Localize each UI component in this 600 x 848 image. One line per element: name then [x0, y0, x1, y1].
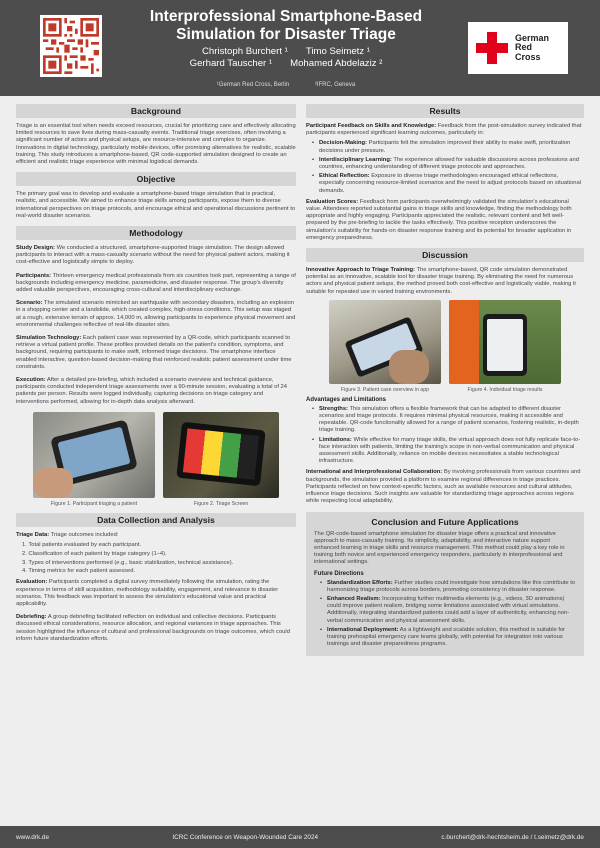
list-item: 1. Total patients evaluated by each participant.	[22, 542, 142, 549]
methodology-paragraph	[16, 377, 296, 406]
paragraph-label: Scenario:	[16, 300, 43, 307]
section-heading-data-collection: Data Collection and Analysis	[16, 513, 296, 527]
paragraph-label: Study Design:	[16, 245, 55, 252]
bullet-label: Limitations:	[319, 436, 352, 443]
affiliations	[110, 82, 462, 88]
paragraph-label: Debriefing:	[16, 614, 47, 621]
bullet-label: International Deployment:	[327, 626, 399, 633]
poster-footer	[0, 826, 600, 848]
author-name: Mohamed Abdelaziz ²	[290, 58, 383, 69]
paragraph-text: Each patient case was represented by a QR-code, which participants scanned to retrieve a virtual patient profile. These profiles provided details on the patient's condition, symptoms, and background, requiring participants to make swift, informed triage decisions. The smartphone interface enabled interactive, question-based decision-making that reinforced realistic patient assessment under time constraints.	[16, 335, 292, 370]
affiliation: ¹German Red Cross, Berlin	[216, 82, 290, 88]
triage-data-intro	[16, 532, 296, 539]
section-heading-conclusion: Conclusion and Future Applications	[371, 516, 519, 527]
footer-conference: ICRC Conference on Weapon-Wounded Care 2024	[172, 833, 319, 841]
list-item	[312, 173, 584, 195]
photo-participant-triaging	[33, 412, 155, 498]
triage-data-list	[22, 542, 296, 575]
list-item: 3. Types of interventions performed (e.g., basic stabilization, technical assistance).	[22, 559, 234, 566]
future-directions-bullets	[320, 580, 576, 649]
author-name: Gerhard Tauscher ¹	[189, 58, 273, 69]
author-name: Christoph Burchert ¹	[202, 46, 288, 57]
title-line-1: Interprofessional Smartphone-Based	[149, 8, 423, 25]
bullet-text: While effective for many triage skills, the virtual approach does not fully replicate face-to-face interaction with patients, limiting the training's scope in non-verbal communication and physical assessment skills. Additionally, reliance on mobile devices necessitates a stable technological infrastructure.	[319, 436, 581, 465]
figure-caption: Figure 2. Triage Screen	[193, 500, 249, 507]
paragraph-text: Participants completed a digital survey immediately following the simulation, rating the experience in terms of skill acquisition, methodology suitability, engagement, and relevance to disaster scenarios. This feedback was important to assess the simulation's educational value and practical applicability.	[16, 579, 279, 608]
paragraph-label: Participants:	[16, 272, 52, 279]
section-heading-discussion: Discussion	[306, 248, 584, 262]
list-item	[320, 580, 576, 594]
section-heading-background: Background	[16, 104, 296, 118]
authors	[110, 46, 462, 70]
logo-word: German	[515, 32, 550, 43]
logo-word: Cross	[515, 51, 541, 62]
bullet-text: Exposure to diverse triage methodologies encouraged ethical reflections, especially concerning resource-limited scenarios and the need to adjust protocols based on situational demands.	[319, 173, 581, 194]
red-cross-logo[interactable]	[468, 22, 568, 74]
affiliation: ²IFRC, Geneva	[314, 82, 356, 88]
innovative-approach-paragraph	[306, 267, 584, 296]
list-item	[312, 140, 584, 154]
paragraph-label: Simulation Technology:	[16, 335, 82, 342]
poster-title	[110, 8, 462, 44]
paragraph-label: Evaluation Scores:	[306, 198, 359, 205]
list-item	[312, 157, 584, 171]
paragraph-text: We conducted a structured, smartphone-supported triage simulation. The design allowed participants to interact with a mass-casualty scenario without the need for physical patient actors, making it cost-effective and logistically simple to deploy.	[16, 245, 290, 266]
photo-individual-triage-results	[449, 300, 561, 384]
conclusion-text: The QR-code-based smartphone simulation for disaster triage offers a practical and innovative approach to mass-casualty training. Its simplicity, adaptability, and interactive nature support enhanced learning in triage skills and resource management. This method could play a key role in training both novice and experienced emergency responders, particularly in interprofessional and international settings.	[314, 530, 565, 566]
list-item: 2. Classification of each patient by triage category (1–4).	[22, 550, 167, 557]
bullet-text: Further studies could investigate how simulations like this contribute to harmonizing triage protocols across borders, promoting consistency in disaster response.	[327, 579, 576, 593]
bullet-text: Participants felt the simulation improved their ability to make swift, prioritization decisions under pressure.	[319, 140, 571, 154]
debriefing-paragraph	[16, 614, 296, 643]
qr-code-image	[43, 18, 99, 74]
red-cross-icon	[476, 32, 508, 64]
results-bullets	[312, 140, 584, 194]
list-item	[312, 437, 584, 466]
paragraph-text: Feedback from participants overwhelmingly validated the simulation's educational value. Attendees reported substantial gains in triage skills and knowledge, finding the methodology both appropriate and highly engaging. Participants appreciated the realistic, relevant content and felt well-prepared by the pre-briefing to tackle the tasks effectively. This positive reception underscores the simulation's suitability for hands-on disaster response training and its potential for broader application in emergency preparedness.	[306, 198, 572, 241]
paragraph-label: Participant Feedback on Skills and Knowledge:	[306, 123, 437, 129]
list-item	[320, 596, 576, 625]
photo-triage-screen	[163, 412, 279, 498]
figure-2	[163, 412, 279, 507]
paragraph-label: International and Interprofessional Collaboration:	[306, 469, 443, 476]
figure-1	[33, 412, 155, 507]
feedback-paragraph	[306, 123, 584, 137]
international-collaboration-paragraph	[306, 469, 584, 505]
paragraph-text: The smartphone-based, QR code simulation demonstrated potential as an innovative, scalable tool for disaster triage training. By eliminating the need for numerous actors and physical patient setups, the method proved both cost-effective and logistically viable, making it suitable for repeated use in varied training environments.	[306, 267, 576, 295]
methodology-paragraph	[16, 300, 296, 329]
background-text: Triage is an essential tool when needs exceed resources, crucial for prioritizing care and effectively allocating limited resources to save lives during mass-casualty events. Traditional triage exercises, often involving a significant number of actors and physical setups, are resource-intensive and complex to organize. Innovations in digital technology, particularly mobile devices, offer promising alternatives for realistic, scalable training. This study introduces a smartphone-based, QR code-supported simulation designed to create an efficient and realistic triage experience with minimal logistical demands.	[16, 123, 296, 166]
paragraph-label: Innovative Approach to Triage Training:	[306, 267, 415, 274]
figure-caption: Figure 1. Participant triaging a patient	[50, 500, 138, 507]
bullet-label: Strengths:	[319, 405, 348, 412]
bullet-text: The experience allowed for valuable discussions across professions and countries, enhancing understanding of different triage protocols and approaches.	[319, 156, 579, 171]
paragraph-text: Thirteen emergency medical professionals from six countries took part, representing a range of backgrounds including emergency medicine, paramedicine, and disaster response. The group's diversity added valuable perspectives, encouraging cross-cultural and interdisciplinary exchange.	[16, 272, 296, 294]
footer-website-link[interactable]: www.drk.de	[16, 833, 50, 841]
paragraph-label: Triage Data:	[16, 531, 50, 538]
paragraph-label: Evaluation:	[16, 579, 48, 586]
methodology-paragraph	[16, 245, 296, 267]
bullet-text: Incorporating further multimedia elements (e.g., videos, 3D animations) could improve patient realism, bridging some limitations associated with virtual simulations. Additionally, integrating standardized patients could add a layer of authenticity, enhancing non-verbal communication and physical assessment skills.	[327, 595, 570, 624]
section-heading-methodology: Methodology	[16, 226, 296, 240]
photo-patient-case-overview	[329, 300, 441, 384]
advantages-bullets	[312, 406, 584, 466]
section-heading-results: Results	[306, 104, 584, 118]
paragraph-label: Execution:	[16, 377, 46, 384]
figure-4	[449, 300, 561, 393]
objective-text: The primary goal was to develop and evaluate a smartphone-based triage simulation that is practical, realistic, and accessible. We aimed to enhance triage skills among participants, expose them to diverse international perspectives on triage protocols, and encourage ethical and operational discussions pertinent to real-world disaster scenarios.	[16, 191, 296, 219]
evaluation-paragraph	[16, 579, 296, 608]
bullet-label: Interdisciplinary Learning:	[319, 156, 392, 163]
list-item: 4. Timing metrics for each patient assessed.	[22, 568, 136, 575]
figure-caption: Figure 4. Individual triage results	[467, 386, 543, 393]
bullet-label: Ethical Reflection:	[319, 173, 370, 180]
title-line-2: Simulation for Disaster Triage	[176, 26, 396, 43]
bullet-label: Decision-Making:	[319, 140, 367, 147]
figure-caption: Figure 3. Patient case overview in app	[341, 386, 429, 393]
left-column	[16, 104, 296, 649]
paragraph-text: After a detailed pre-briefing, which included a scenario overview and technical guidance, participants conducted independent triage assessments over a 90-minute session, evaluating a total of 24 patients per person. Results were logged individually, capturing decisions on triage category and interventions performed, allowing for in-depth data analysis afterward.	[16, 377, 288, 405]
bullet-label: Enhanced Realism:	[327, 595, 381, 602]
methodology-paragraph	[16, 335, 296, 371]
right-column	[306, 104, 584, 656]
footer-email-link[interactable]: c.burchert@drk-hechtsheim.de / t.seimetz@drk.de	[441, 833, 584, 841]
bullet-text: As a lightweight and scalable solution, this method is suitable for training prehospital emergency care teams globally, with potential for integration into various trainings and disaster preparedness programs.	[327, 626, 566, 648]
paragraph-text: By involving professionals from various countries and backgrounds, the simulation provided a platform to examine regional differences in triage practices. Participants reflected on how context-specific factors, such as available resources and cultural attitudes, influence triage decisions. Such insights are valuable for standardizing triage approaches across regions while respecting local adaptability.	[306, 469, 581, 505]
discussion-figures	[306, 300, 584, 393]
future-directions-heading: Future Directions	[314, 570, 364, 577]
qr-code[interactable]	[40, 15, 102, 77]
methodology-figures	[16, 412, 296, 507]
paragraph-text: Triage outcomes included:	[49, 531, 119, 538]
figure-3	[329, 300, 441, 393]
conclusion-box	[306, 512, 584, 657]
logo-text	[515, 34, 549, 63]
paragraph-text: A group debriefing facilitated reflection on individual and collective decisions. Participants discussed ethical considerations, resource allocation, and regional variances in triage approaches. This session highlighted the influence of cultural and professional backgrounds on triage outcomes, which could inform future standardization efforts.	[16, 614, 290, 642]
poster-header	[0, 0, 600, 96]
methodology-paragraph	[16, 273, 296, 295]
paragraph-text: Feedback from the post-simulation survey indicated that participants experienced significant learning outcomes, particularly in:	[306, 123, 582, 137]
bullet-label: Standardization Efforts:	[327, 579, 393, 586]
section-heading-objective: Objective	[16, 172, 296, 186]
evaluation-scores-paragraph	[306, 199, 584, 242]
logo-word: Red	[515, 42, 533, 53]
author-name: Timo Seimetz ¹	[305, 46, 370, 57]
advantages-limitations-heading: Advantages and Limitations	[306, 396, 387, 403]
bullet-text: This simulation offers a flexible framework that can be adapted to different disaster scenarios and triage protocols. It requires minimal physical resources, making it accessible and repeatable. QR-code functionality allowed for a range of patient scenarios, fostering realistic, in-depth triage training.	[319, 405, 579, 434]
list-item	[320, 627, 576, 649]
paragraph-text: The simulated scenario mimicked an earthquake with secondary disasters, including an explosion in a shopping center and a landslide, which created complex, high-stress conditions. This setup was staged at a rough, extensive terrain of approx. 14,000 m, allowing participants to experience physical movement and environmental challenges reflective of real-life disaster sites.	[16, 300, 296, 328]
list-item	[312, 406, 584, 435]
